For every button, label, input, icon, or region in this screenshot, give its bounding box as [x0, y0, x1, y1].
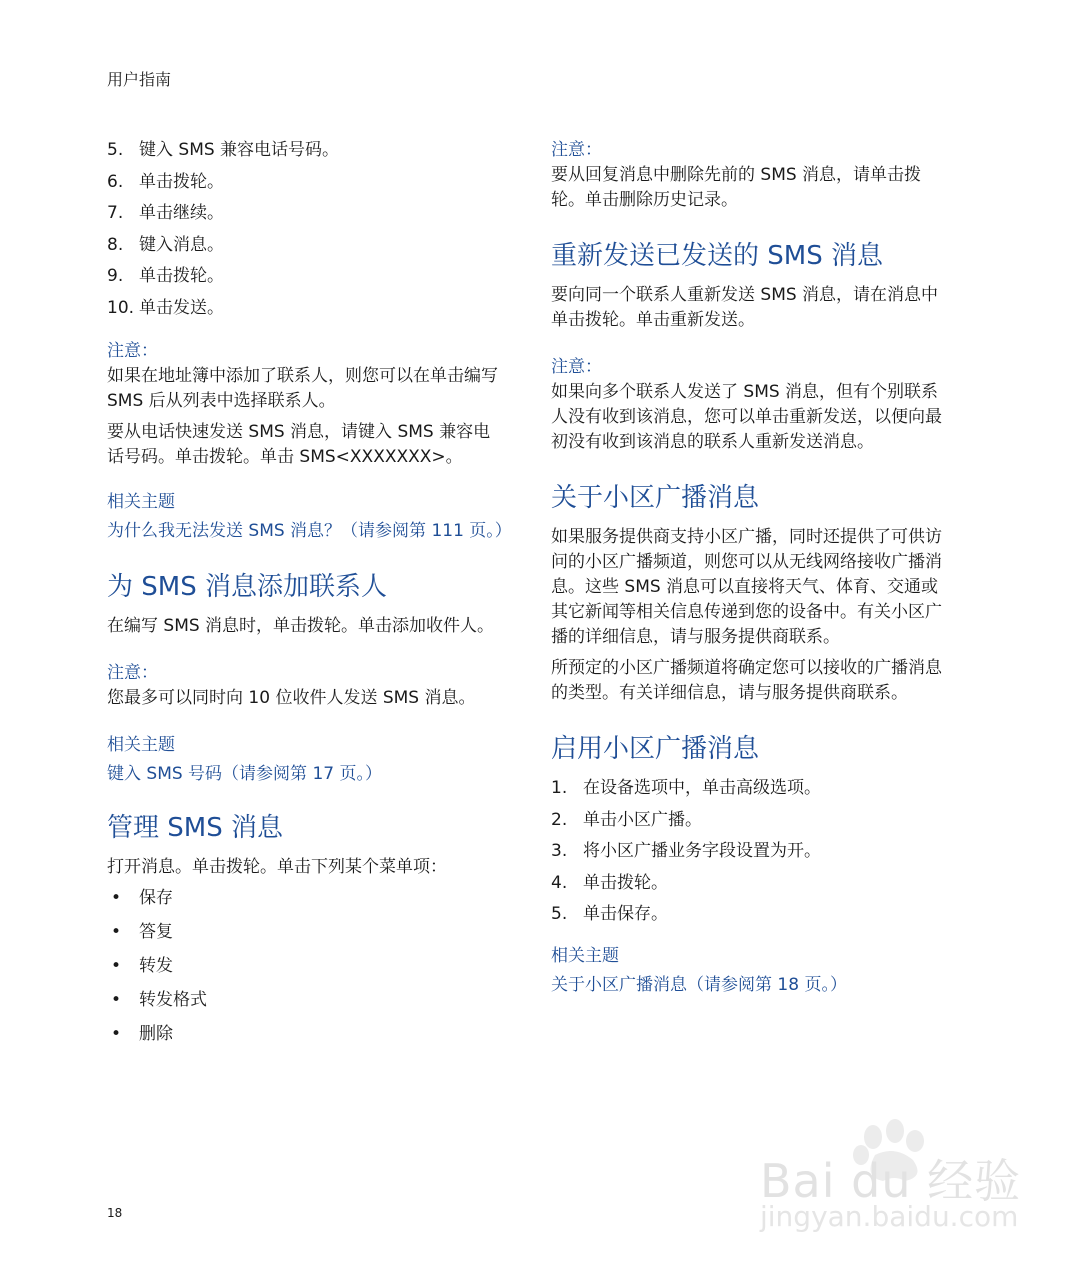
step-number: 7. [107, 203, 124, 223]
list-item-text: 转发 [139, 956, 173, 976]
page-header: 用户指南 [107, 70, 172, 89]
note-label: 注意： [107, 341, 158, 361]
step-number: 10. [107, 297, 135, 318]
step-item [551, 808, 951, 840]
watermark-text: Bai du 经验 [760, 1154, 1022, 1208]
steps-list-right [551, 776, 951, 934]
section-text: 打开消息。单击拨轮。单击下列某个菜单项： [107, 857, 447, 877]
section-heading: 为 SMS 消息添加联系人 [107, 572, 387, 602]
list-item: • 转发格式 [107, 988, 507, 1022]
step-item [551, 871, 951, 903]
step-item [551, 776, 951, 808]
list-item-text: 转发格式 [139, 990, 207, 1010]
step-text: 单击小区广播。 [583, 809, 702, 830]
related-topics-label: 相关主题 [107, 735, 175, 755]
section-heading: 关于小区广播消息 [551, 483, 760, 513]
step-text: 在设备选项中，单击高级选项。 [583, 778, 821, 798]
step-text: 单击拨轮。 [583, 872, 668, 893]
step-text: 键入 SMS 兼容电话号码。 [139, 140, 340, 160]
page-number: 18 [107, 1206, 123, 1220]
left-column [107, 138, 512, 1056]
step-number: 1. [551, 778, 568, 798]
step-item [551, 839, 951, 871]
step-item [107, 296, 507, 328]
related-topic-link[interactable]: 键入 SMS 号码（请参阅第 17 页。） [107, 764, 382, 784]
step-text: 单击保存。 [583, 904, 668, 924]
section-text: 如果服务提供商支持小区广播，同时还提供了可供访问的小区广播频道，则您可以从无线网络接收广播消息。这些 SMS 消息可以直接将天气、体育、交通或其它新闻等相关信息传递到您的设备中。有关小区广播的详细信息，请与服务提供商联系。 [551, 527, 942, 647]
list-item-text: 删除 [139, 1024, 173, 1044]
right-column [551, 138, 951, 998]
step-text: 单击拨轮。 [139, 171, 224, 192]
related-topics-label: 相关主题 [551, 945, 619, 966]
step-item [107, 201, 507, 233]
step-item [107, 138, 507, 170]
note-text: 您最多可以同时向 10 位收件人发送 SMS 消息。 [107, 688, 476, 708]
step-number: 6. [107, 171, 124, 192]
step-number: 5. [551, 904, 568, 924]
list-item: • 答复 [107, 920, 507, 954]
list-item: • 保存 [107, 886, 507, 920]
section-heading: 启用小区广播消息 [551, 734, 760, 764]
step-item [107, 170, 507, 202]
step-number: 9. [107, 266, 124, 286]
note-label: 注意： [551, 357, 602, 377]
step-text: 将小区广播业务字段设置为开。 [583, 841, 821, 861]
note-label: 注意： [107, 663, 158, 683]
section-text: 要向同一个联系人重新发送 SMS 消息，请在消息中单击拨轮。单击重新发送。 [551, 285, 939, 330]
list-item: • 转发 [107, 954, 507, 988]
list-item: • 删除 [107, 1022, 507, 1056]
watermark-url: jingyan.baidu.com [760, 1200, 1019, 1233]
related-topic-link[interactable]: 关于小区广播消息（请参阅第 18 页。） [551, 974, 847, 995]
step-text: 单击发送。 [139, 297, 224, 318]
step-text: 单击拨轮。 [139, 266, 224, 286]
note-text: 如果在地址簿中添加了联系人，则您可以在单击编写 SMS 后从列表中选择联系人。 [107, 366, 498, 411]
note-text: 如果向多个联系人发送了 SMS 消息，但有个别联系人没有收到该消息，您可以单击重新发送，以便向最初没有收到该消息的联系人重新发送消息。 [551, 382, 942, 452]
step-number: 8. [107, 234, 124, 255]
section-text: 在编写 SMS 消息时，单击拨轮。单击添加收件人。 [107, 616, 495, 636]
list-item-text: 保存 [139, 888, 173, 908]
step-number: 4. [551, 872, 568, 893]
step-number: 2. [551, 809, 568, 830]
step-number: 5. [107, 140, 124, 160]
note-label: 注意： [551, 140, 602, 160]
step-item [107, 233, 507, 265]
step-text: 键入消息。 [139, 234, 224, 255]
related-topic-link[interactable]: 为什么我无法发送 SMS 消息？（请参阅第 111 页。） [107, 521, 512, 541]
related-topics-label: 相关主题 [107, 492, 175, 512]
section-text: 所预定的小区广播频道将确定您可以接收的广播消息的类型。有关详细信息，请与服务提供商联系。 [551, 658, 942, 703]
step-item [107, 264, 507, 296]
step-item [551, 902, 951, 934]
note-text: 要从电话快速发送 SMS 消息，请键入 SMS 兼容电话号码。单击拨轮。单击 SMS<XXXXXXX>。 [107, 422, 491, 467]
note-text: 要从回复消息中删除先前的 SMS 消息，请单击拨轮。单击删除历史记录。 [551, 165, 922, 210]
steps-list-left [107, 138, 507, 327]
section-heading: 管理 SMS 消息 [107, 813, 283, 843]
list-item-text: 答复 [139, 922, 173, 942]
step-number: 3. [551, 841, 568, 861]
step-text: 单击继续。 [139, 203, 224, 223]
section-heading: 重新发送已发送的 SMS 消息 [551, 241, 883, 271]
menu-bullet-list [107, 886, 507, 1056]
